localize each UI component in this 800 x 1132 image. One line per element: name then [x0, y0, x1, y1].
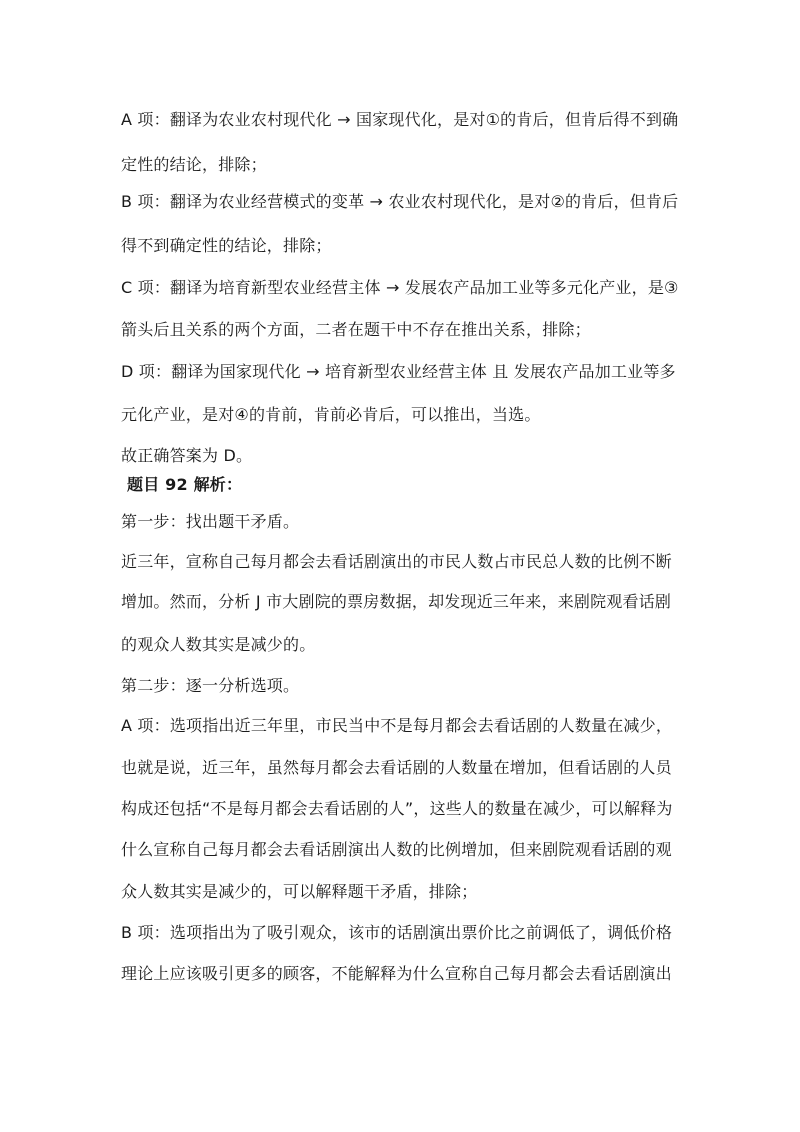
- text-line-option-a: A 项：选项指出近三年里，市民当中不是每月都会去看话剧的人数量在减少，: [121, 716, 673, 735]
- text-line: 箭头后且关系的两个方面，二者在题干中不存在推出关系，排除；: [121, 320, 591, 339]
- text-line: 定性的结论，排除；: [121, 155, 267, 174]
- step-heading: 第一步：找出题干矛盾。: [121, 512, 300, 531]
- answer-line: 故正确答案为 D。: [121, 446, 253, 465]
- text-line-option-b: B 项：翻译为农业经营模式的变革 → 农业农村现代化，是对②的肯后，但肯后: [121, 192, 679, 211]
- text-line: 近三年，宣称自己每月都会去看话剧演出的市民人数占市民总人数的比例不断: [121, 552, 672, 571]
- text-line: 增加。然而，分析 J 市大剧院的票房数据，却发现近三年来，来剧院观看话剧: [121, 592, 672, 611]
- text-line-option-b: B 项：选项指出为了吸引观众，该市的话剧演出票价比之前调低了，调低价格: [121, 923, 673, 942]
- text-line: 构成还包括“不是每月都会去看话剧的人”，这些人的数量在减少，可以解释为: [121, 799, 673, 818]
- text-line: 理论上应该吸引更多的顾客，不能解释为什么宣称自己每月都会去看话剧演出: [121, 964, 672, 983]
- text-line-option-a: A 项：翻译为农业农村现代化 → 国家现代化，是对①的肯后，但肯后得不到确: [121, 110, 679, 129]
- section-heading: 题目 92 解析：: [127, 475, 243, 494]
- text-line: 什么宣称自己每月都会去看话剧演出人数的比例增加，但来剧院观看话剧的观: [121, 840, 672, 859]
- text-line: 得不到确定性的结论，排除；: [121, 236, 332, 255]
- text-line-option-d: D 项：翻译为国家现代化 → 培育新型农业经营主体 且 发展农产品加工业等多: [121, 362, 676, 381]
- text-line: 也就是说，近三年，虽然每月都会去看话剧的人数量在增加，但看话剧的人员: [121, 758, 672, 777]
- text-line: 元化产业，是对④的肯前，肯前必肯后，可以推出，当选。: [121, 405, 541, 424]
- text-line: 的观众人数其实是减少的。: [121, 635, 316, 654]
- text-line: 众人数其实是减少的，可以解释题干矛盾，排除；: [121, 882, 478, 901]
- step-heading: 第二步：逐一分析选项。: [121, 676, 300, 695]
- text-line-option-c: C 项：翻译为培育新型农业经营主体 → 发展农产品加工业等多元化产业，是③: [121, 278, 679, 297]
